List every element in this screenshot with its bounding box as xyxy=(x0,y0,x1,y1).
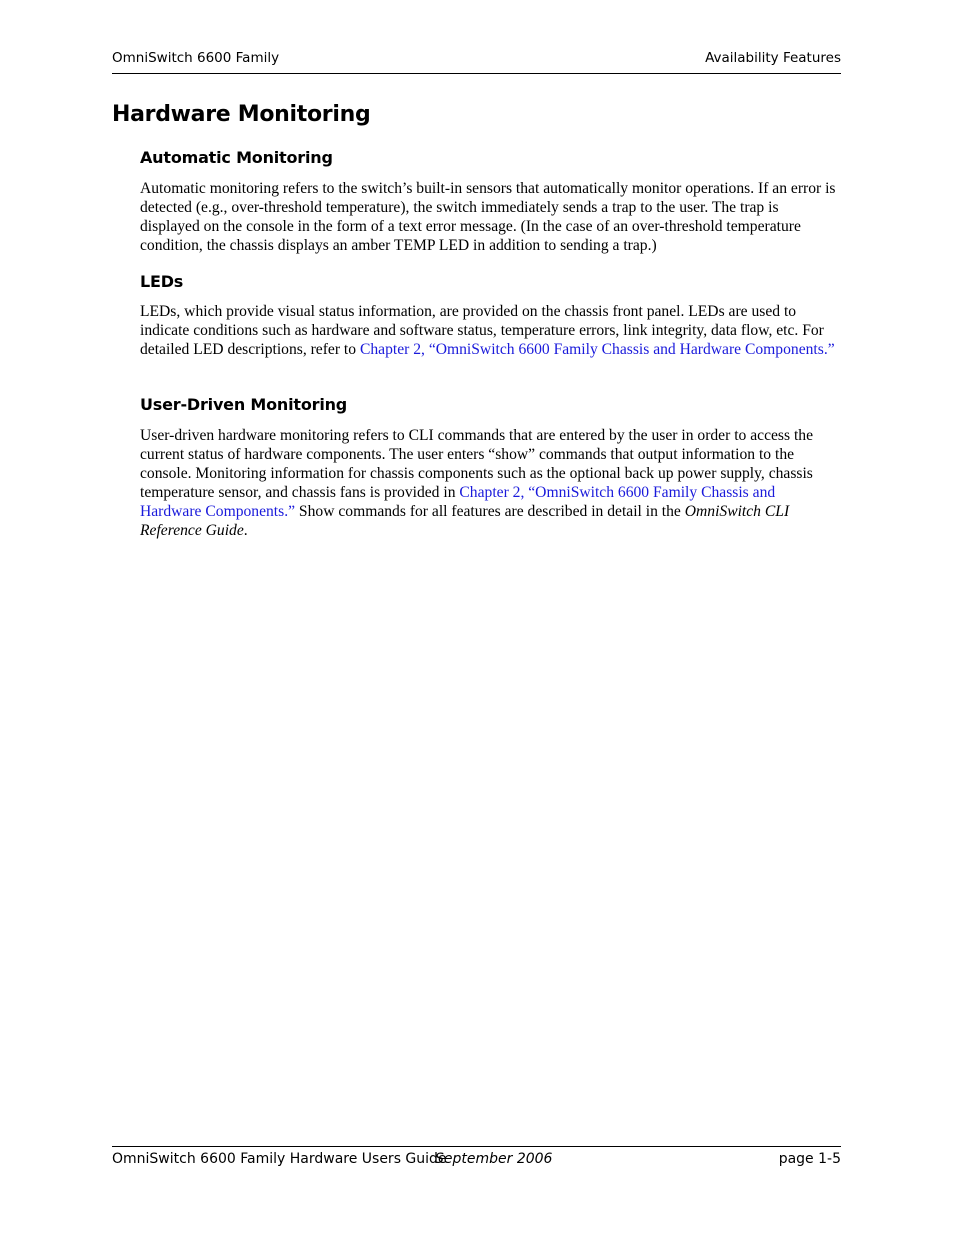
chapter-2-link[interactable]: Chapter 2, “OmniSwitch 6600 Family Chassis and Hardware Components.” xyxy=(140,484,776,520)
leds-paragraph xyxy=(140,302,840,359)
user-driven-paragraph-continuation: Show commands for all features are described in detail in the xyxy=(295,503,685,520)
user-driven-paragraph-text: User-driven hardware monitoring refers to CLI commands that are entered by the user in order to access the current status of hardware components. The user enters “show” commands that output information to the console. Monitoring information for chassis components such as the optional back up power supply, chassis temperature sensor, and chassis fans is provided in xyxy=(140,427,813,501)
user-driven-monitoring-heading: User-Driven Monitoring xyxy=(140,395,348,414)
chapter-2-link[interactable]: Chapter 2, “OmniSwitch 6600 Family Chassis and Hardware Components.” xyxy=(359,341,835,358)
user-driven-monitoring-paragraph xyxy=(140,426,840,540)
header-product-name: OmniSwitch 6600 Family xyxy=(112,50,280,66)
leds-heading: LEDs xyxy=(140,272,184,291)
leds-paragraph-text: LEDs, which provide visual status information, are provided on the chassis front panel. LEDs are used to indicate conditions such as hardware and software status, temperature errors, link integrity, data flow, etc. For detailed LED descriptions, refer to xyxy=(140,303,824,358)
footer-guide-title: OmniSwitch 6600 Family Hardware Users Guide xyxy=(112,1151,447,1167)
running-header xyxy=(112,50,841,66)
footer-rule xyxy=(112,1146,841,1147)
automatic-monitoring-paragraph: Automatic monitoring refers to the switch’s built-in sensors that automatically monitor operations. If an error is detected (e.g., over-threshold temperature), the switch immediately sends a trap to the user. The trap is displayed on the console in the form of a text error message. (In the case of an over-threshold temperature condition, the chassis displays an amber TEMP LED in addition to sending a trap.) xyxy=(140,180,836,254)
header-chapter-name: Availability Features xyxy=(705,50,841,66)
cli-reference-guide-title: OmniSwitch CLI Reference Guide xyxy=(140,503,790,539)
footer-page-number: page 1-5 xyxy=(778,1151,841,1167)
section-title: Hardware Monitoring xyxy=(112,102,371,127)
header-rule xyxy=(112,73,841,74)
automatic-monitoring-heading: Automatic Monitoring xyxy=(140,148,333,167)
user-driven-paragraph-end: . xyxy=(243,522,248,539)
footer-date: September 2006 xyxy=(435,1151,553,1167)
